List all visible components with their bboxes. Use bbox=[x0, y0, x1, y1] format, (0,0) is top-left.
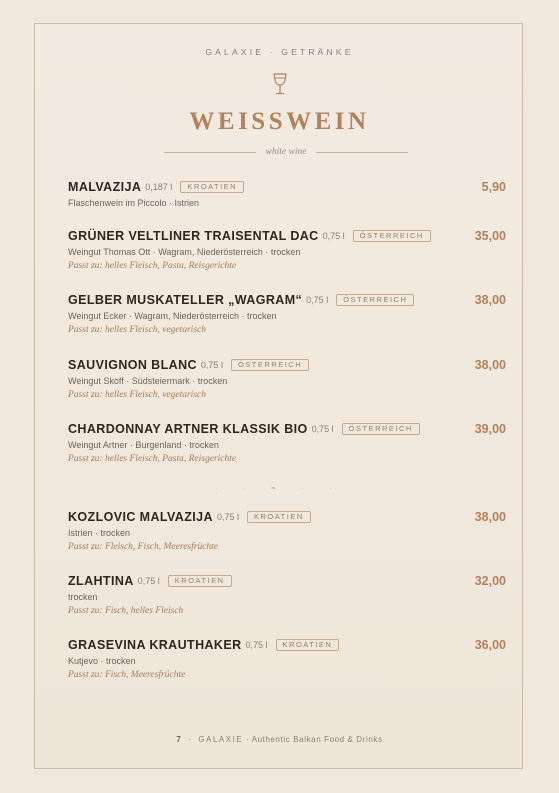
wine-name: KOZLOVIC MALVAZIJA bbox=[68, 510, 213, 524]
wine-volume: 0,75 l bbox=[322, 231, 345, 241]
origin-badge: ÖSTERREICH bbox=[231, 359, 309, 371]
wine-volume: 0,75 l bbox=[245, 640, 268, 650]
subtitle-row bbox=[164, 145, 408, 159]
page-number: 7 bbox=[176, 735, 182, 744]
wine-price: 36,00 bbox=[474, 638, 506, 652]
wine-price: 38,00 bbox=[474, 293, 506, 307]
origin-badge: ÖSTERREICH bbox=[353, 230, 431, 242]
page-title: WEISSWEIN bbox=[189, 108, 370, 135]
subtitle-rule-right bbox=[316, 152, 408, 153]
wine-name: GRASEVINA KRAUTHAKER bbox=[68, 638, 242, 652]
wine-name: SAUVIGNON BLANC bbox=[68, 358, 197, 372]
wine-item-head bbox=[68, 292, 506, 308]
page-subtitle: white wine bbox=[265, 147, 307, 157]
wine-volume: 0,75 l bbox=[200, 360, 223, 370]
wine-item bbox=[68, 357, 506, 403]
footer-separator: · bbox=[188, 735, 192, 744]
wine-glass-icon bbox=[272, 73, 288, 95]
wine-item-head bbox=[68, 509, 506, 525]
wine-item-head bbox=[68, 637, 506, 653]
wine-price: 32,00 bbox=[474, 574, 506, 588]
wine-name: MALVAZIJA bbox=[68, 180, 142, 194]
wine-item-head bbox=[68, 357, 506, 373]
wine-item bbox=[68, 292, 506, 338]
page-footer bbox=[0, 735, 559, 744]
origin-badge: KROATIEN bbox=[247, 511, 311, 523]
wine-price: 38,00 bbox=[474, 358, 506, 372]
footer-brand: GALAXIE bbox=[198, 735, 244, 744]
origin-badge: ÖSTERREICH bbox=[342, 423, 420, 435]
wine-pairing: Passt zu: helles Fleisch, vegetarisch bbox=[68, 325, 206, 335]
origin-badge: KROATIEN bbox=[276, 639, 340, 651]
wine-pairing: Passt zu: helles Fleisch, Pasta, Reisgerichte bbox=[68, 454, 237, 464]
wine-name: ZLAHTINA bbox=[68, 574, 134, 588]
wine-item bbox=[68, 509, 506, 555]
wine-item-head bbox=[68, 228, 506, 244]
wine-pairing: Passt zu: Fisch, helles Fleisch bbox=[68, 606, 184, 616]
wine-pairing: Passt zu: Fisch, Meeresfrüchte bbox=[68, 670, 186, 680]
wine-pairing: Passt zu: helles Fleisch, vegetarisch bbox=[68, 390, 206, 400]
wine-name: CHARDONNAY ARTNER KLASSIK BIO bbox=[68, 422, 308, 436]
wine-description: Flaschenwein im Piccolo · Istrien bbox=[68, 198, 200, 208]
wine-pairing: Passt zu: Fleisch, Fisch, Meeresfrüchte bbox=[68, 542, 219, 552]
section-kicker: GALAXIE · GETRÄNKE bbox=[205, 47, 354, 57]
wine-volume: 0,75 l bbox=[306, 295, 329, 305]
wine-price: 38,00 bbox=[474, 510, 506, 524]
wine-volume: 0,75 l bbox=[137, 576, 160, 586]
wine-description: Weingut Skoff · Südsteiermark · trocken bbox=[68, 376, 228, 386]
wine-name: GRÜNER VELTLINER TRAISENTAL DAC bbox=[68, 229, 319, 243]
wine-description: Weingut Thomas Ott · Wagram, Niederösterreich · trocken bbox=[68, 247, 301, 257]
wine-pairing: Passt zu: helles Fleisch, Pasta, Reisgerichte bbox=[68, 261, 237, 271]
wine-price: 35,00 bbox=[474, 229, 506, 243]
wine-price: 39,00 bbox=[474, 422, 506, 436]
wine-item bbox=[68, 573, 506, 619]
origin-badge: ÖSTERREICH bbox=[336, 294, 414, 306]
wine-volume: 0,75 l bbox=[216, 512, 239, 522]
wine-item bbox=[68, 421, 506, 467]
wine-volume: 0,187 l bbox=[145, 182, 173, 192]
wine-name: GELBER MUSKATELLER „WAGRAM“ bbox=[68, 293, 303, 307]
section-divider: · · ❧ · · bbox=[215, 486, 344, 492]
origin-badge: KROATIEN bbox=[168, 575, 232, 587]
wine-description: Istrien · trocken bbox=[68, 528, 131, 538]
footer-tagline: · Authentic Balkan Food & Drinks bbox=[245, 735, 383, 744]
wine-item bbox=[68, 637, 506, 683]
wine-description: trocken bbox=[68, 592, 98, 602]
wine-description: Weingut Artner · Burgenland · trocken bbox=[68, 440, 219, 450]
wine-item bbox=[68, 228, 506, 274]
wine-description: Weingut Ecker · Wagram, Niederösterreich · trocken bbox=[68, 311, 277, 321]
wine-item-head bbox=[68, 179, 506, 195]
origin-badge: KROATIEN bbox=[180, 181, 244, 193]
wine-volume: 0,75 l bbox=[311, 424, 334, 434]
wine-item bbox=[68, 179, 506, 210]
wine-price: 5,90 bbox=[481, 180, 506, 194]
wine-item-head bbox=[68, 421, 506, 437]
wine-description: Kutjevo · trocken bbox=[68, 656, 136, 666]
wine-item-head bbox=[68, 573, 506, 589]
subtitle-rule-left bbox=[164, 152, 256, 153]
